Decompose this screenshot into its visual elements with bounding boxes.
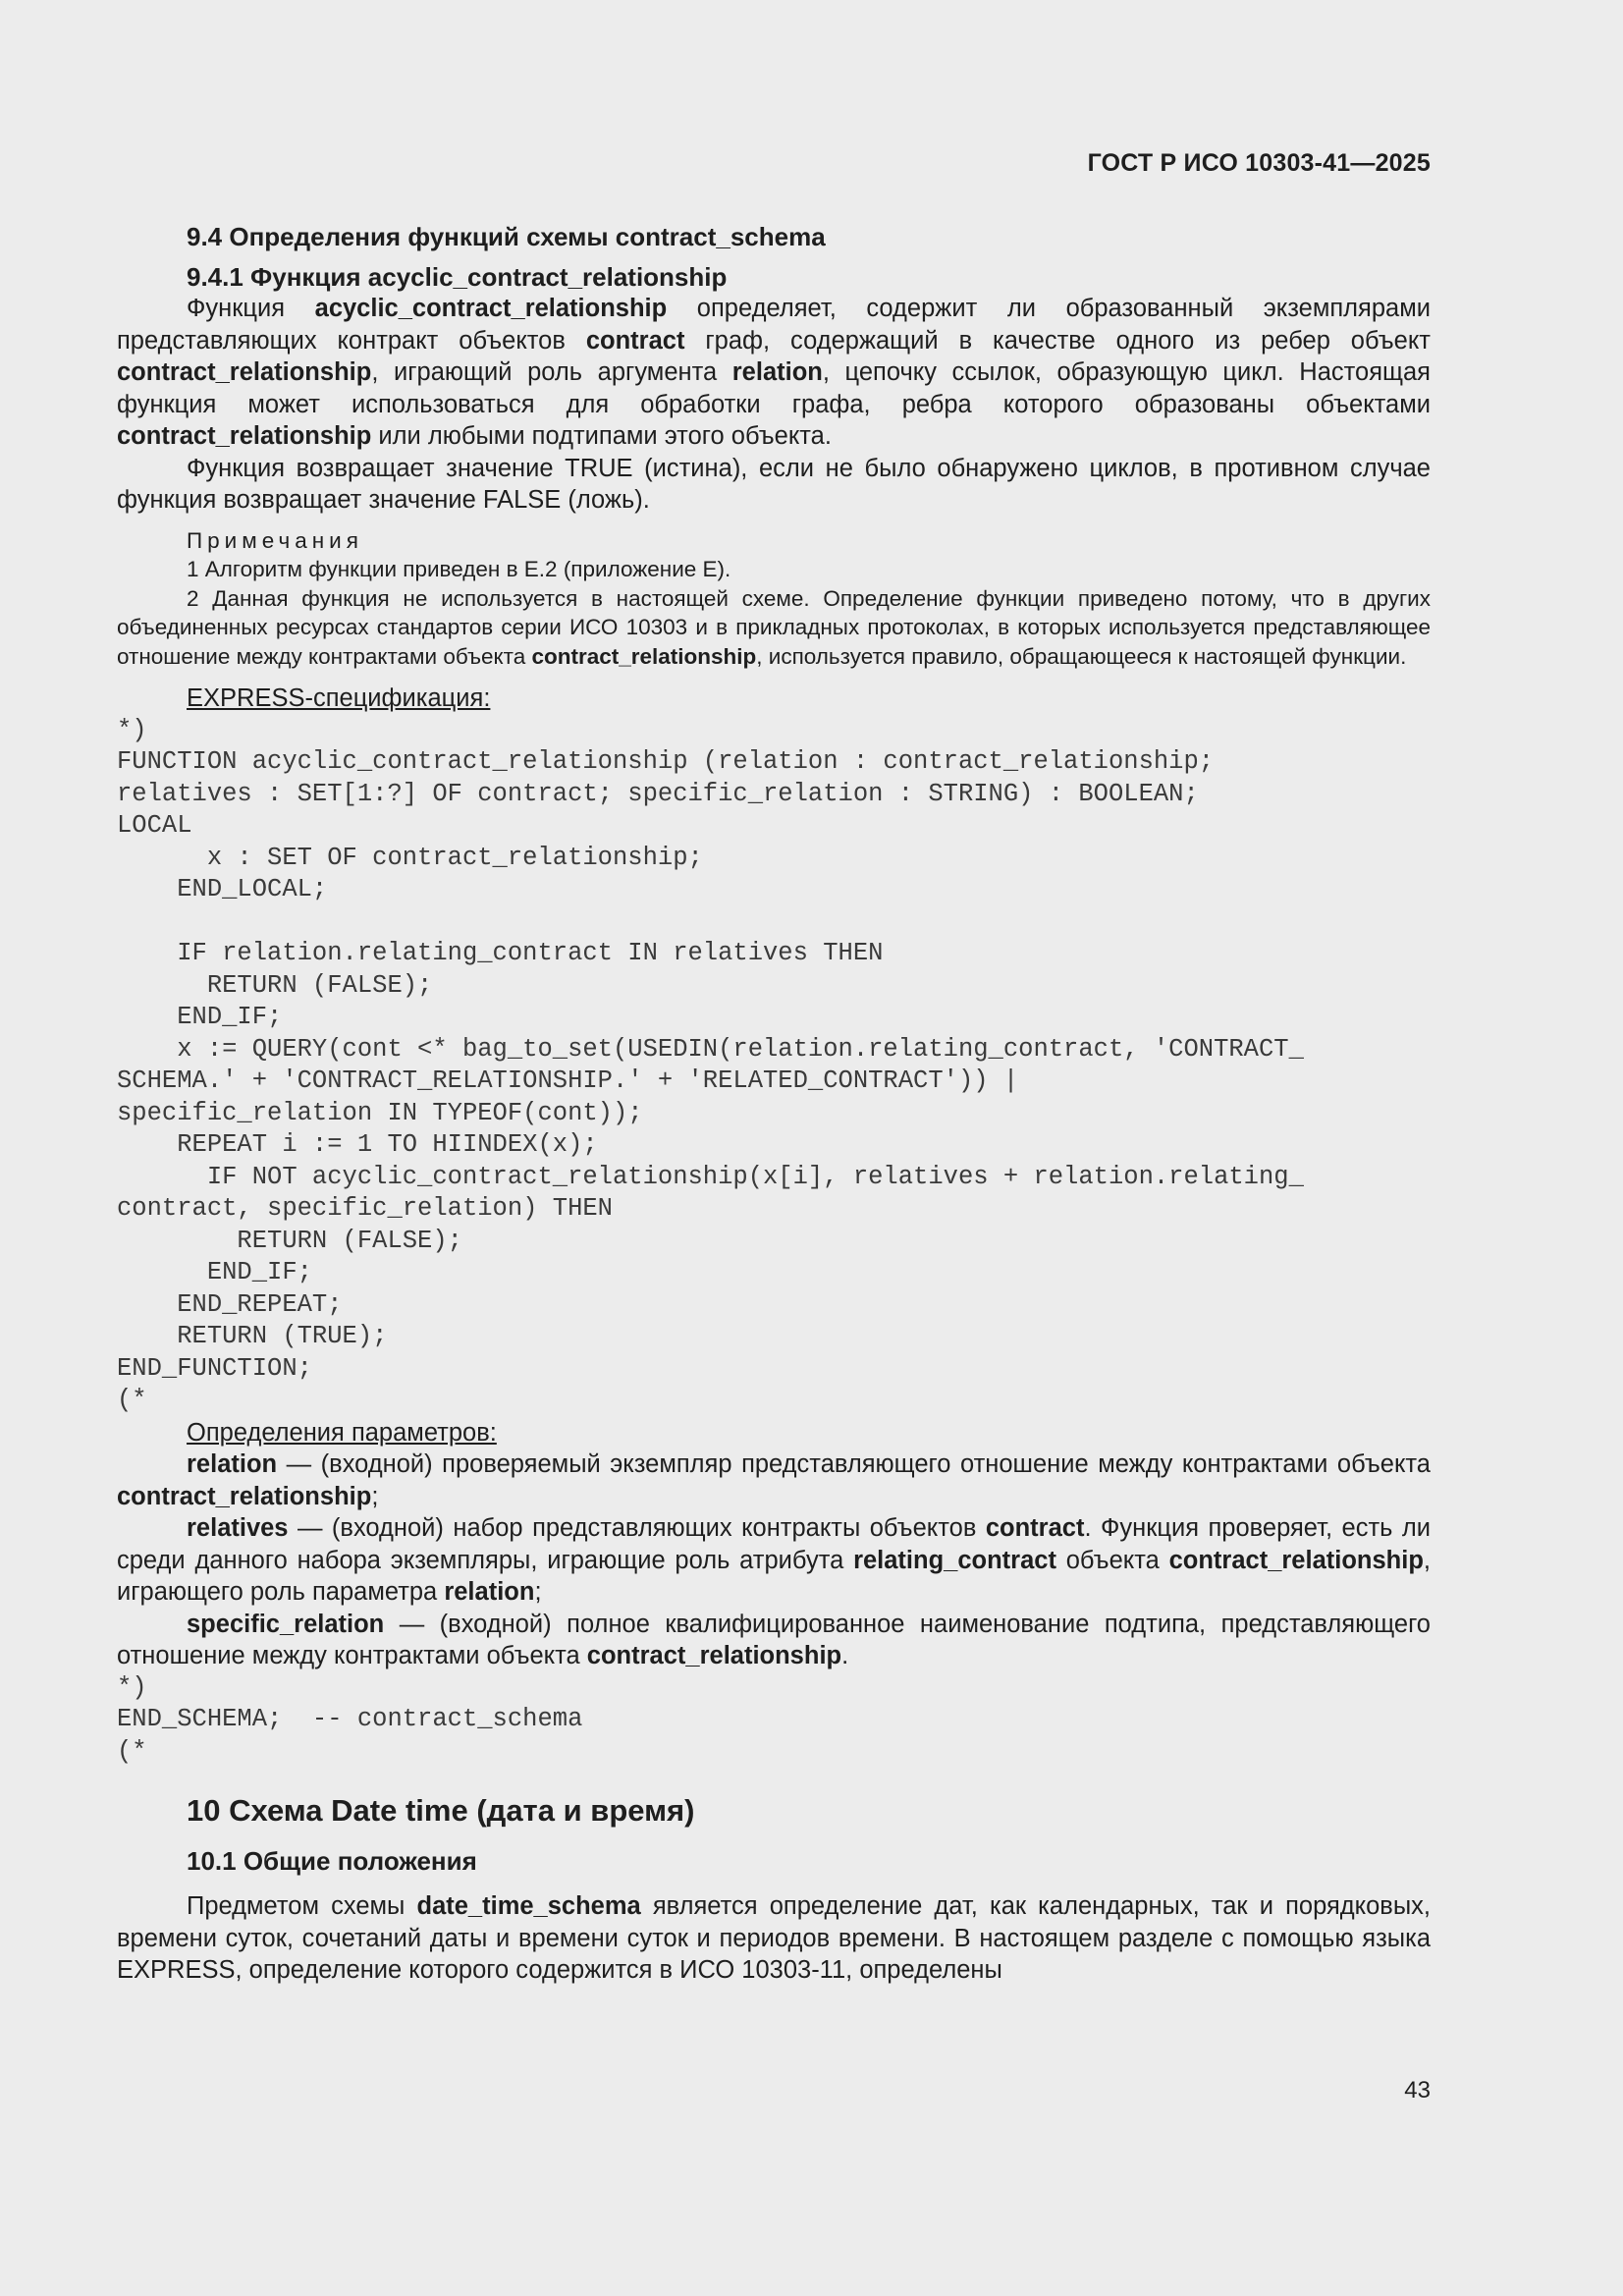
page-number: 43 (1404, 2077, 1431, 2104)
param-relation: relation — (входной) проверяемый экземпляр представляющего отношение между контрактами объекта contract_relationship; (117, 1450, 1431, 1510)
param-specific-relation: specific_relation — (входной) полное квалифицированное наименование подтипа, представляющего отношение между контрактами объекта contract_relationship. (117, 1610, 1431, 1669)
section-10-1-title: 10.1 Общие положения (187, 1845, 477, 1876)
paragraph-date-time-schema: Предметом схемы date_time_schema является определение дат, как календарных, так и порядковых, времени суток, сочетаний даты и времени суток и периодов времени. В настоящем разделе с помощью языка EXPRESS, определение которого содержится в ИСО 10303-11, определены (117, 1892, 1431, 1984)
express-code-end-schema: *) END_SCHEMA; -- contract_schema (* (117, 1672, 583, 1766)
document-header: ГОСТ Р ИСО 10303-41—2025 (1087, 149, 1431, 177)
parameters-label: Определения параметров: (187, 1418, 497, 1447)
param-relatives: relatives — (входной) набор представляющих контракты объектов contract. Функция проверяет, есть ли среди данного набора экземпляры, играющие роль атрибута relating_contract объекта contract_relationship, играющего роль параметра relation; (117, 1514, 1431, 1606)
paragraph-return-value: Функция возвращает значение TRUE (истина), если не было обнаружено циклов, в противном случае функция возвращает значение FALSE (ложь). (117, 454, 1431, 514)
notes-heading: Примечания (187, 527, 363, 553)
section-9-4-1-title: 9.4.1 Функция acyclic_contract_relationship (187, 261, 728, 292)
paragraph-function-description: Функция acyclic_contract_relationship определяет, содержит ли образованный экземплярами представляющих контракт объектов contract граф, содержащий в качестве одного из ребер объект contract_relationship, играющий роль аргумента relation, цепочку ссылок, образующую цикл. Настоящая функция может использоваться для обработки графа, ребра которого образованы объектами contract_relationship или любыми подтипами этого объекта. (117, 295, 1431, 450)
section-10-title: 10 Схема Date time (дата и время) (187, 1793, 695, 1828)
section-9-4-title: 9.4 Определения функций схемы contract_schema (187, 222, 826, 251)
express-spec-label: EXPRESS-спецификация: (187, 684, 491, 712)
note-1: 1 Алгоритм функции приведен в Е.2 (приложение Е). (187, 557, 731, 581)
notes-block (117, 526, 1431, 672)
express-code-function: *) FUNCTION acyclic_contract_relationship (relation : contract_relationship; relatives : SET[1:?] OF contract; specific_relation : STRING) : BOOLEAN; LOCAL x : SET OF contract_relationship; END_LOCAL; IF relation.relating_contract IN relatives THEN RETURN (FALSE); END_IF; x := QUERY(cont <* bag_to_set(USEDIN(relation.relating_contract, 'CONTRACT_ SCHEMA.' + 'CONTRACT_RELATIONSHIP.' + 'RELATED_CONTRACT')) | specific_relation IN TYPEOF(cont)); REPEAT i := 1 TO HIINDEX(x); IF NOT acyclic_contract_relationship(x[i], relatives + relation.relating_ contract, specific_relation) THEN RETURN (FALSE); END_IF; END_REPEAT; RETURN (TRUE); END_FUNCTION; (* (117, 715, 1304, 1414)
page-content (117, 221, 1431, 1987)
note-2: 2 Данная функция не используется в настоящей схеме. Определение функции приведено потому, что в других объединенных ресурсах стандартов серии ИСО 10303 и в прикладных протоколах, в которых используется представляющее отношение между контрактами объекта contract_relationship, используется правило, обращающееся к настоящей функции. (117, 585, 1431, 669)
